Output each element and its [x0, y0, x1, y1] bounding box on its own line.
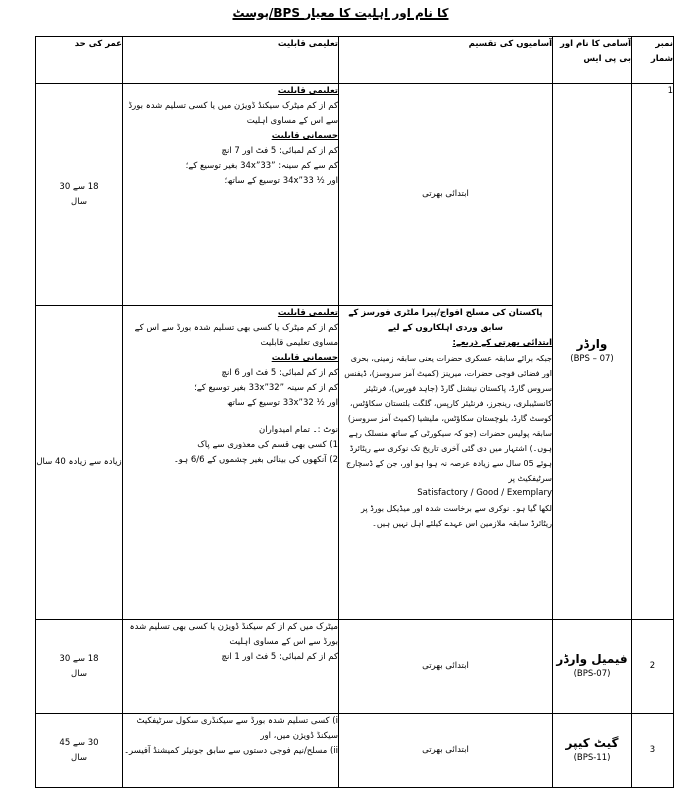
serial-cell: [632, 620, 674, 714]
distribution-heading: پاکستان کی مسلح افواج/پیرا ملٹری فورسز کے سابق وردی اہلکاروں کے لیے: [348, 308, 543, 333]
table-row: [36, 714, 674, 788]
serial-number: 3: [649, 745, 656, 755]
qualification-cell: [123, 84, 339, 306]
distribution-cell: [339, 306, 553, 620]
age-range: زیادہ سے زیادہ 40 سال: [36, 457, 122, 467]
distribution-text: ابتدائی بھرتی: [422, 661, 469, 671]
height-req: کم از کم لمبائی: 5 فٹ اور 7 انچ: [221, 146, 338, 156]
distribution-cell: [339, 84, 553, 306]
phys-heading: جسمانی قابلیت: [271, 353, 338, 363]
distribution-text-after: لکھا گیا ہو۔ نوکری سے برخاست شدہ اور میڈیکل بورڈ پر ریٹائرڈ سابقہ ملازمین اس عہدے کیلئے اہل نہیں ہیں۔: [361, 504, 552, 528]
age-cell: [36, 306, 123, 620]
edu-heading: تعلیمی قابلیت: [277, 86, 338, 96]
qualification-cell: [123, 620, 339, 714]
age-range: 18 سے 30: [59, 181, 99, 192]
distribution-english: Satisfactory / Good / Exemplary: [417, 488, 552, 498]
serial-cell: [632, 84, 674, 620]
chest-req: کم سے کم سینہ: ”34x”33 بغیر توسیع کے؛: [185, 161, 338, 171]
post-cell: [553, 84, 632, 620]
age-range: 18 سے 30: [59, 653, 99, 664]
phys-heading: جسمانی قابلیت: [271, 131, 338, 141]
age-cell: [36, 620, 123, 714]
chest-req: کم از کم سینہ ”33x”32 بغیر توسیع کے؛: [194, 383, 338, 393]
header-post: آسامی کا نام اور بی پی ایس: [553, 37, 632, 84]
post-cell: [553, 620, 632, 714]
edu-heading: تعلیمی قابلیت: [277, 308, 338, 318]
distribution-text: ابتدائی بھرتی: [422, 189, 469, 199]
distribution-text: ابتدائی بھرتی: [422, 745, 469, 755]
qualification-item: i) کسی تسلیم شدہ بورڈ سے سیکنڈری سکول سرٹیفکیٹ سیکنڈ ڈویژن میں، اور: [136, 716, 338, 741]
height-req: کم از کم لمبائی: 5 فٹ اور 1 انچ: [221, 652, 338, 662]
table-row: [36, 620, 674, 714]
age-cell: [36, 714, 123, 788]
edu-text: میٹرک میں کم از کم سیکنڈ ڈویژن یا کسی بھی تسلیم شدہ بورڈ سے اس کے مساوی اہلیت: [129, 622, 338, 647]
qualification-item: ii) مسلح/نیم فوجی دستوں سے سابق جونیئر کمیشنڈ آفیسر۔: [124, 746, 338, 756]
qualification-cell: [123, 306, 339, 620]
table-header-row: [36, 37, 674, 84]
serial-number: 2: [649, 661, 656, 671]
header-serial: نمبر شمار: [632, 37, 674, 84]
serial-cell: [632, 714, 674, 788]
age-range: 30 سے 45: [59, 737, 99, 748]
post-name: فیمیل وارڈر: [556, 651, 628, 666]
distribution-text: جبکہ برائے سابقہ عسکری حضرات یعنی سابقہ زمینی، بحری اور فضائی فوجی حضرات، میرینز (کمیٹ آمز سروسز)، ڈیفنس سروس گارڈ، پاکستان نیشنل گارڈ (جاہد فورس)، فرنٹیئر کانسٹیبلری، رینجرز، فرنٹیئر کارپس، گلگت بلتستان سکاؤٹس، کوسٹ گارڈ، بلوچستان سکاؤٹس، ملیشیا (کمیٹ آمز سروسز) سابقہ پولیس حضرات (جو کہ سیکورٹی کے ساتھ منسلک رہے ہوں۔) اشتہار میں دی گئی آخری تاریخ تک نوکری سے ریٹائرڈ ہوئے 05 سال سے زیادہ عرصہ نہ ہوا ہو اور، جن کے ڈسچارج سرٹیفکیٹ پر: [344, 354, 552, 483]
post-bps: (BPS-11): [573, 752, 611, 763]
distribution-cell: [339, 714, 553, 788]
post-bps: (BPS – 07): [570, 353, 614, 364]
edu-text: کم از کم میٹرک سیکنڈ ڈویژن میں یا کسی تسلیم شدہ بورڈ سے اس کے مساوی اہلیت: [128, 101, 338, 126]
note-heading: نوٹ :۔ تمام امیدواران: [259, 425, 338, 435]
post-bps: (BPS-07): [573, 668, 611, 679]
age-cell: [36, 84, 123, 306]
age-unit: سال: [71, 668, 87, 679]
page-title: پوسٹ/BPS کا نام اور اہلیت کا معیار: [232, 6, 449, 20]
eligibility-table: [35, 36, 674, 788]
note-item: 1) کسی بھی قسم کی معذوری سے پاک: [197, 440, 338, 450]
note-item: 2) آنکھوں کی بینائی بغیر چشموں کے 6/6 ہو۔: [173, 455, 338, 465]
age-unit: سال: [71, 196, 87, 207]
header-age: عمر کی حد: [36, 37, 123, 84]
table-row: [36, 84, 674, 306]
distribution-subheading: ابتدائی بھرتی کے ذریعے:: [452, 338, 552, 348]
edu-text: کم از کم میٹرک یا کسی بھی تسلیم شدہ بورڈ سے اس کے مساوی تعلیمی قابلیت: [134, 323, 338, 348]
qualification-cell: [123, 714, 339, 788]
chest-req-expanded: اور ½ 34x”33 توسیع کے ساتھ؛: [224, 176, 338, 186]
header-qualification: تعلیمی قابلیت: [123, 37, 339, 84]
serial-number: 1: [667, 86, 673, 96]
distribution-cell: [339, 620, 553, 714]
header-distribution: آسامیوں کی تقسیم: [339, 37, 553, 84]
height-req: کم از کم لمبائی: 5 فٹ اور 6 انچ: [221, 368, 338, 378]
post-name: وارڈر: [576, 336, 608, 351]
chest-req-expanded: اور ½ 33x”32 توسیع کے ساتھ: [227, 398, 338, 408]
age-unit: سال: [71, 752, 87, 763]
post-name: گیٹ کیپر: [565, 735, 619, 750]
post-cell: [553, 714, 632, 788]
